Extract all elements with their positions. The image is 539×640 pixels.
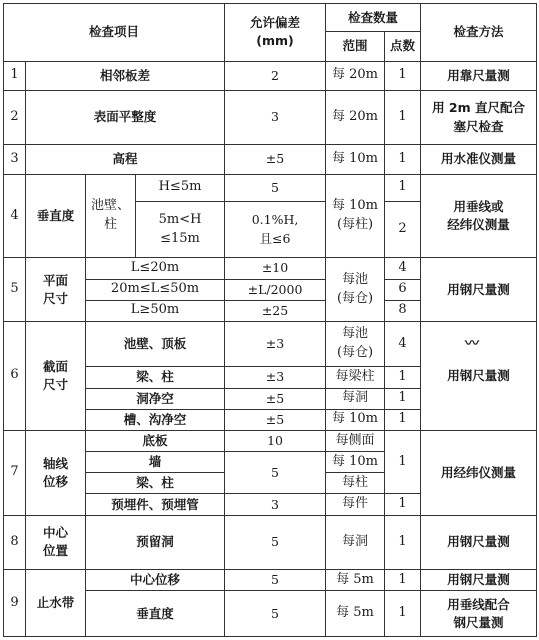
item-line: 尺寸 (42, 290, 68, 306)
points-value: 6 (385, 279, 421, 300)
tolerance-value: 10 (225, 430, 326, 451)
table-row (4, 321, 537, 366)
method-value (421, 90, 537, 145)
row-number: 6 (4, 321, 26, 430)
item-label (26, 430, 86, 515)
sub-item-label: 预留洞 (86, 515, 225, 570)
points-value: 8 (385, 300, 421, 321)
tilde-mark-icon: 〰 (465, 335, 480, 352)
sub-item-label: 梁、柱 (86, 367, 225, 388)
condition-line: ≤15m (160, 230, 200, 246)
range-line: 每池 (342, 326, 369, 342)
points-value: 1 (385, 494, 421, 515)
tolerance-value: ±3 (225, 367, 326, 388)
range-value: 每侧面 (326, 430, 385, 451)
method-value: 用钢尺量测 (421, 570, 537, 591)
range-value (326, 321, 385, 366)
points-value: 1 (385, 90, 421, 145)
range-value: 每洞 (326, 515, 385, 570)
range-line: (每柱) (336, 216, 374, 232)
sub-item-label: 预埋件、预埋管 (86, 494, 225, 515)
tolerance-value: 5 (225, 174, 326, 201)
item-line: 位置 (42, 543, 68, 559)
range-value: 每 20m (326, 90, 385, 145)
sub-item-label: 墙 (86, 452, 225, 473)
sub-item-line: 池壁、 (90, 198, 130, 214)
header-range: 范围 (326, 32, 385, 61)
points-value: 1 (385, 409, 421, 430)
tolerance-value: 3 (225, 494, 326, 515)
range-value: 每 10m (326, 452, 385, 473)
method-value (421, 591, 537, 637)
sub-item-label: 槽、沟净空 (86, 409, 225, 430)
row-number: 2 (4, 90, 26, 145)
row-number: 5 (4, 258, 26, 322)
method-value: 用钢尺量测 (421, 258, 537, 322)
item-label: 止水带 (26, 570, 86, 637)
table-row (4, 90, 537, 145)
points-value: 1 (385, 591, 421, 637)
method-value: 用水准仪测量 (421, 145, 537, 174)
tolerance-value: 5 (225, 452, 326, 494)
method-value (421, 174, 537, 258)
points-value: 1 (385, 570, 421, 591)
row-number: 9 (4, 570, 26, 637)
method-value: 用靠尺量测 (421, 61, 537, 90)
tolerance-value: ±5 (225, 145, 326, 174)
item-line: 截面 (42, 358, 68, 374)
range-value: 每 10m (326, 145, 385, 174)
range-value: 每梁柱 (326, 367, 385, 388)
item-label (26, 258, 86, 322)
tolerance-line: 且≤6 (259, 230, 291, 246)
condition-value: L≤20m (86, 258, 225, 279)
method-line: 经纬仪测量 (447, 216, 510, 232)
sub-item-label (86, 174, 136, 258)
header-quantity: 检查数量 (326, 4, 421, 32)
sub-item-label: 洞净空 (86, 388, 225, 409)
tolerance-value: 5 (225, 570, 326, 591)
row-number: 7 (4, 430, 26, 515)
points-value: 2 (385, 201, 421, 258)
item-label: 表面平整度 (26, 90, 225, 145)
sub-item-label: 底板 (86, 430, 225, 451)
points-value: 1 (385, 388, 421, 409)
points-value: 1 (385, 430, 421, 494)
table-row (4, 570, 537, 591)
tolerance-value: ±5 (225, 409, 326, 430)
method-line: 用垂线或 (453, 198, 504, 214)
method-line: 用 2m 直尺配合 (432, 100, 525, 116)
tolerance-value: ±5 (225, 388, 326, 409)
item-label: 相邻板差 (26, 61, 225, 90)
sub-item-label: 池壁、顶板 (86, 321, 225, 366)
header-points: 点数 (385, 32, 421, 61)
item-line: 尺寸 (42, 376, 68, 392)
row-number: 8 (4, 515, 26, 570)
condition-value (136, 201, 225, 258)
range-value: 每 20m (326, 61, 385, 90)
table-row (4, 174, 537, 201)
condition-value: L≥50m (86, 300, 225, 321)
header-row (4, 4, 537, 32)
range-line: (每仓) (336, 345, 374, 361)
header-item: 检查项目 (4, 4, 225, 62)
header-tolerance-label: 允许偏差 (250, 15, 301, 31)
table-row (4, 430, 537, 451)
tolerance-value: 3 (225, 90, 326, 145)
tolerance-value: ±3 (225, 321, 326, 366)
header-tolerance-unit: (mm) (256, 33, 294, 49)
header-tolerance (225, 4, 326, 62)
tolerance-line: 0.1%H, (251, 212, 299, 228)
item-line: 轴线 (42, 455, 68, 471)
row-number: 4 (4, 174, 26, 258)
method-value (421, 321, 537, 430)
table-row (4, 258, 537, 279)
range-value (326, 258, 385, 322)
item-label: 高程 (26, 145, 225, 174)
item-line: 中心 (42, 525, 68, 541)
sub-item-label: 梁、柱 (86, 473, 225, 494)
method-line: 钢尺量测 (453, 614, 504, 630)
range-value: 每柱 (326, 473, 385, 494)
range-line: (每仓) (336, 290, 374, 306)
item-label (26, 515, 86, 570)
sub-item-label: 中心位移 (86, 570, 225, 591)
tolerance-value: ±L/2000 (225, 279, 326, 300)
table-row (4, 61, 537, 90)
range-value: 每 5m (326, 591, 385, 637)
tolerance-value: 2 (225, 61, 326, 90)
condition-value: 20m≤L≤50m (86, 279, 225, 300)
range-line: 每池 (342, 271, 369, 287)
points-value: 4 (385, 321, 421, 366)
method-line: 用垂线配合 (447, 596, 510, 612)
tolerance-value: 5 (225, 515, 326, 570)
method-value: 用钢尺量测 (421, 515, 537, 570)
points-value: 1 (385, 174, 421, 201)
row-number: 1 (4, 61, 26, 90)
sub-item-label: 垂直度 (86, 591, 225, 637)
range-value: 每 5m (326, 570, 385, 591)
tolerance-value: ±10 (225, 258, 326, 279)
item-label (26, 321, 86, 430)
points-value: 4 (385, 258, 421, 279)
method-text: 用钢尺量测 (447, 367, 510, 383)
table-row (4, 515, 537, 570)
item-label: 垂直度 (26, 174, 86, 258)
method-value: 用经纬仪测量 (421, 430, 537, 515)
tolerance-value (225, 201, 326, 258)
item-line: 平面 (42, 272, 68, 288)
condition-line: 5m<H (158, 211, 202, 227)
points-value: 1 (385, 61, 421, 90)
table-row (4, 145, 537, 174)
range-value (326, 174, 385, 258)
condition-value: H≤5m (136, 174, 225, 201)
range-value: 每洞 (326, 388, 385, 409)
points-value: 1 (385, 145, 421, 174)
points-value: 1 (385, 515, 421, 570)
tolerance-value: 5 (225, 591, 326, 637)
range-value: 每件 (326, 494, 385, 515)
tolerance-value: ±25 (225, 300, 326, 321)
row-number: 3 (4, 145, 26, 174)
range-value: 每 10m (326, 409, 385, 430)
header-method: 检查方法 (421, 4, 537, 62)
range-line: 每 10m (332, 198, 379, 214)
item-line: 位移 (42, 473, 68, 489)
method-line: 塞尺检查 (453, 118, 504, 134)
points-value: 1 (385, 367, 421, 388)
inspection-table (3, 3, 537, 637)
sub-item-line: 柱 (103, 216, 117, 232)
